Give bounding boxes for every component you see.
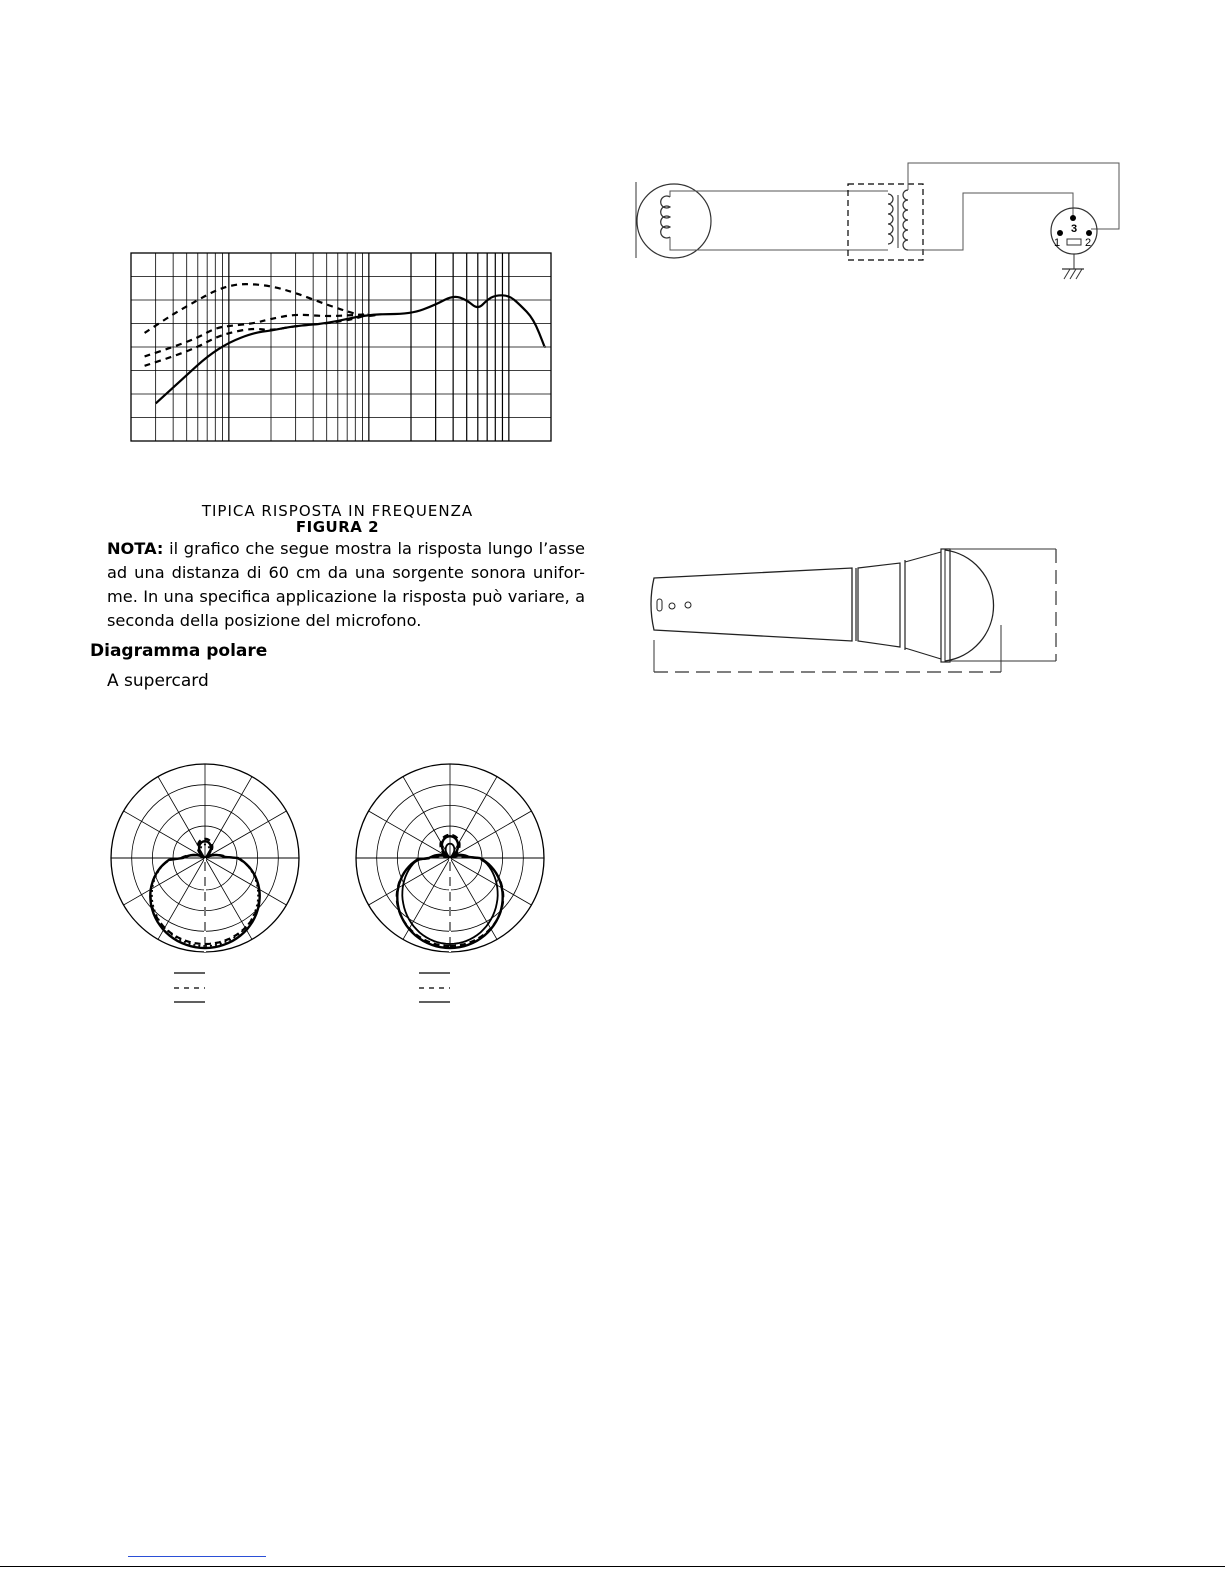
grille-joint bbox=[905, 648, 941, 659]
xlr-pin-1-label: 1 bbox=[1054, 237, 1061, 249]
microphone-body bbox=[651, 568, 852, 641]
section-heading: Diagramma polare bbox=[90, 641, 268, 661]
cartridge-coil bbox=[661, 196, 670, 238]
polar-legend-right bbox=[415, 966, 455, 1006]
footer-link-underline[interactable] bbox=[128, 1556, 266, 1557]
wire bbox=[908, 163, 1119, 229]
polar-diagram-left bbox=[105, 758, 305, 958]
transformer-primary-coil bbox=[888, 194, 893, 244]
footer-rule bbox=[0, 1566, 1225, 1567]
polar-diagram-right bbox=[350, 758, 550, 958]
microphone-switch-slot bbox=[657, 599, 662, 611]
chart-series bbox=[145, 284, 545, 403]
transformer-secondary-coil bbox=[903, 190, 908, 250]
polar-legend-left bbox=[170, 966, 210, 1006]
note-text: il grafico che segue mostra la risposta lungo l’asse ad una distanza di 60 cm da una sorgente sonora unifor-me. In una specifica applicazione la risposta può variare, a seconda della posizione del microfono. bbox=[107, 539, 585, 630]
microphone-handle-taper bbox=[858, 563, 900, 647]
note-label: NOTA: bbox=[107, 539, 164, 558]
xlr-pin-1 bbox=[1057, 230, 1063, 236]
figure-caption-number: FIGURA 2 bbox=[295, 518, 380, 536]
microphone-grille bbox=[945, 550, 994, 661]
wiring-diagram bbox=[625, 155, 1135, 295]
wire bbox=[670, 191, 888, 197]
series-line-dashed bbox=[145, 284, 380, 333]
xlr-pin-2-label: 2 bbox=[1085, 237, 1092, 249]
ground-symbol bbox=[1076, 269, 1082, 279]
section-subheading: A supercard bbox=[107, 671, 209, 691]
figure-caption-title: TIPICA RISPOSTA IN FREQUENZA bbox=[201, 502, 474, 520]
cartridge-circle bbox=[637, 184, 711, 258]
ground-symbol bbox=[1070, 269, 1076, 279]
wire bbox=[908, 193, 1073, 250]
microphone-dimension-drawing bbox=[640, 540, 1060, 680]
ground-symbol bbox=[1064, 269, 1070, 279]
xlr-pin-3-label: 3 bbox=[1071, 223, 1078, 235]
microphone-screw bbox=[685, 602, 691, 608]
chart-grid bbox=[131, 253, 551, 441]
microphone-screw bbox=[669, 603, 675, 609]
transformer-shield bbox=[848, 184, 923, 260]
note-paragraph bbox=[107, 537, 585, 633]
xlr-ground-tab bbox=[1067, 239, 1081, 245]
xlr-pin-2 bbox=[1086, 230, 1092, 236]
xlr-pin-3 bbox=[1070, 215, 1076, 221]
grille-joint bbox=[905, 552, 941, 562]
